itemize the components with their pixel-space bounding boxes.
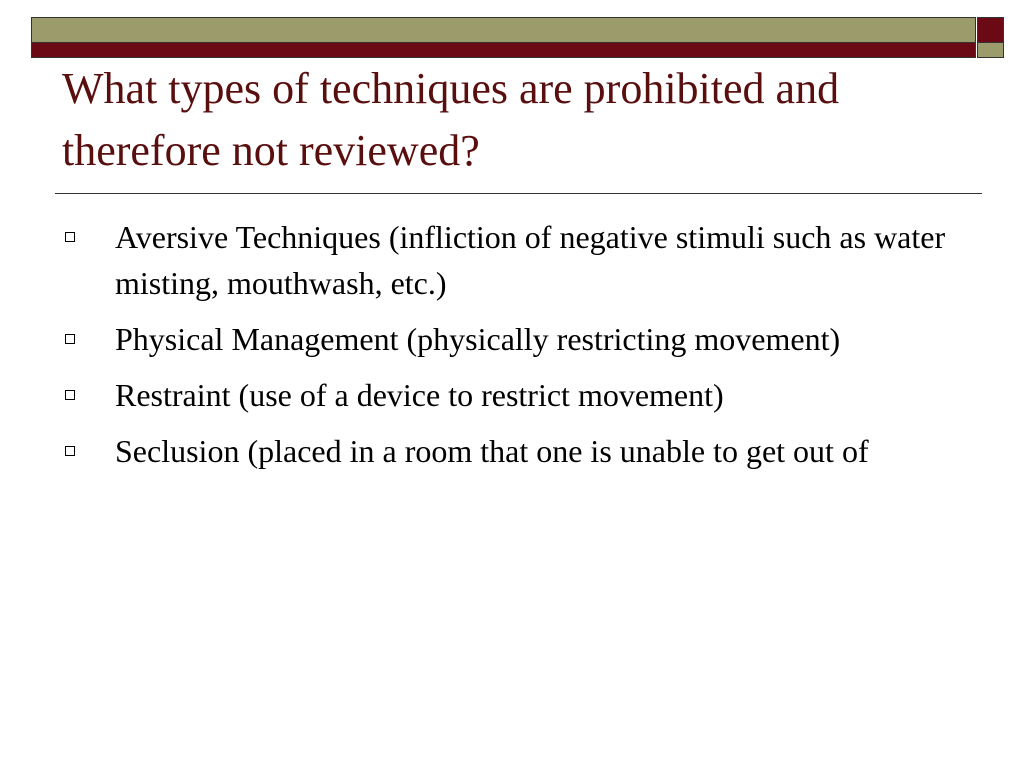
- bullet-item-seclusion: [62, 428, 962, 474]
- corner-square-olive: [977, 43, 1004, 58]
- corner-square-maroon: [977, 17, 1004, 43]
- bullet-item-restraint: [62, 372, 962, 418]
- bullet-text: Aversive Techniques (infliction of negative stimuli such as water misting, mouthwash, etc.): [115, 219, 946, 301]
- slide-title: What types of techniques are prohibited and therefore not reviewed?: [62, 64, 840, 175]
- bullet-list: [62, 214, 962, 484]
- square-bullet-icon: [65, 334, 75, 344]
- square-bullet-icon: [65, 232, 75, 242]
- bullet-text: Physical Management (physically restricting movement): [115, 321, 841, 357]
- square-bullet-icon: [65, 446, 75, 456]
- bullet-item-aversive: [62, 214, 962, 306]
- square-bullet-icon: [65, 390, 75, 400]
- bullet-text: Restraint (use of a device to restrict movement): [115, 377, 724, 413]
- header-band-maroon: [31, 43, 976, 58]
- bullet-text: Seclusion (placed in a room that one is unable to get out of: [115, 433, 869, 469]
- header-band-olive: [31, 17, 976, 43]
- title-divider: [55, 193, 982, 194]
- bullet-item-physical-management: [62, 316, 962, 362]
